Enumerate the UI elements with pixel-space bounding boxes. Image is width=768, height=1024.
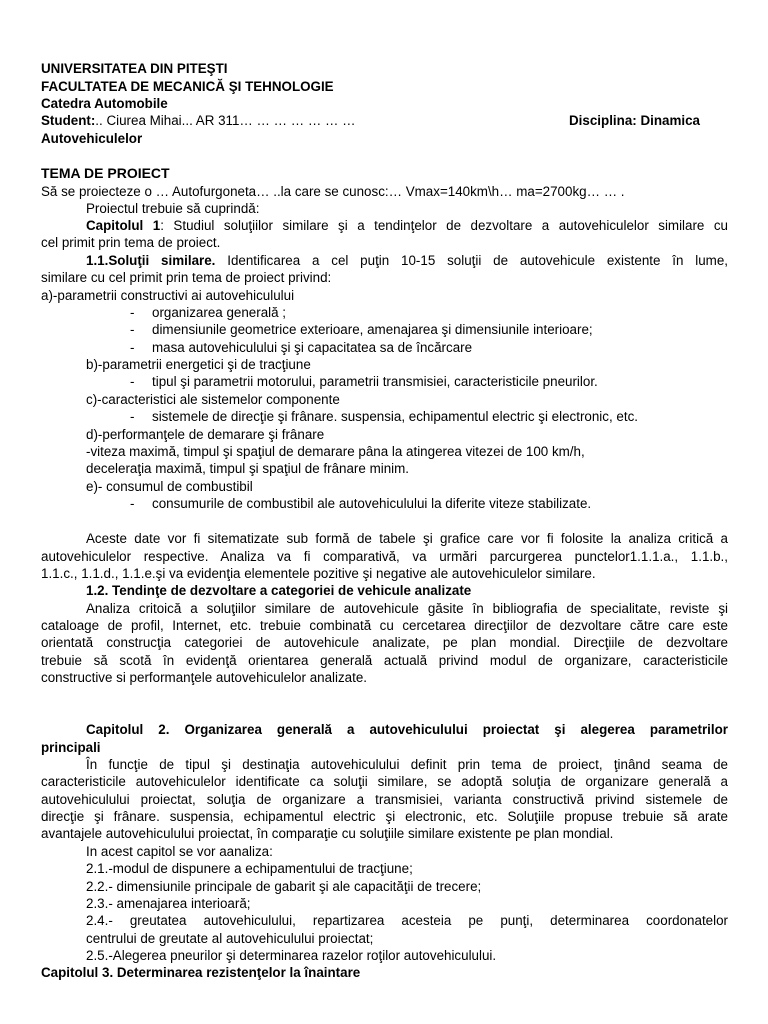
list-c-item: sistemele de direcţie şi frânare. suspensia, echipamentul electric şi electronic, etc. <box>152 409 639 424</box>
chapter2-title-line2: principali <box>41 740 101 755</box>
section-1-1-line1 <box>86 252 728 269</box>
faculty-name: FACULTATEA DE MECANICĂ ŞI TEHNOLOGIE <box>41 79 334 94</box>
list-b-item: tipul şi parametrii motorului, parametrii transmisiei, caracteristicile pneurilor. <box>152 374 598 389</box>
chapter2-intro: In acest capitol se vor aanaliza: <box>86 844 273 859</box>
chapter1-label: Capitolul 1 <box>86 218 161 233</box>
list-dash: - <box>130 409 135 424</box>
chapter2-para-line: autovehiculului proiectat, soluţia de organizare a transmisiei, varianta constructivă privind sistemele de <box>41 792 728 807</box>
list-a-title: a)-parametrii constructivi ai autovehiculului <box>41 288 295 303</box>
section-1-2-title: 1.2. Tendinţe de dezvoltare a categoriei de vehicule analizate <box>86 583 472 598</box>
list-dash: - <box>130 496 135 511</box>
list-dash: - <box>130 305 135 320</box>
chapter2-para-line: caracteristicile autovehiculelor identificate ca soluţii similare, se adoptă soluţia de organizare generală a <box>41 774 728 789</box>
student-label: Student: <box>41 113 96 128</box>
chapter2-item-2-4-line1: 2.4.- greutatea autovehiculului, repartizarea acesteia pe punţi, determinarea coordonatelor <box>86 913 728 928</box>
discipline-cont: Autovehiculelor <box>41 131 143 146</box>
chapter1-text1: : Studiul soluţiilor similare şi a tendinţelor de dezvoltare a autovehiculelor similare cu <box>160 218 729 233</box>
para2-line: cataloage de profil, Internet, etc. trebuie combinată cu cercetarea direcţiilor de dezvoltare către care este <box>41 618 728 633</box>
must-contain: Proiectul trebuie să cuprindă: <box>86 201 260 216</box>
chapter2-para-line: direcţie şi frânare. suspensia, echipamentul electric şi electronic, etc. Soluţiile propuse trebuie să arate <box>41 809 728 824</box>
list-d-line2: deceleraţia maximă, timpul şi spaţiul de frânare minim. <box>86 461 409 476</box>
list-d-line1: -viteza maximă, timpul şi spaţiul de demarare pâna la atingerea vitezei de 100 km/h, <box>86 444 585 459</box>
para1-line: Aceste date vor fi sitematizate sub formă de tabele şi grafice care vor fi folosite la analiza critică a <box>86 531 728 546</box>
chapter2-item-2-4-line2: centrului de greutate al autovehiculului proiectat; <box>86 931 374 946</box>
list-a-item: organizarea generală ; <box>152 305 286 320</box>
chapter1-text2: cel primit prin tema de proiect. <box>41 235 221 250</box>
chapter2-para-line: avantajele autovehiculului proiectat, în comparaţie cu soluţiile similare existente pe plan mondial. <box>41 826 614 841</box>
section-1-1-label: 1.1.Soluţii similare. <box>86 253 216 268</box>
chapter2-item: 2.5.-Alegerea pneurilor şi determinarea razelor roţilor autovehiculului. <box>86 948 497 963</box>
list-e-title: e)- consumul de combustibil <box>86 479 253 494</box>
list-dash: - <box>130 322 135 337</box>
para1-line: 1.1.c., 1.1.d., 1.1.e.şi va evidenţia elementele pozitive şi negative ale autovehiculelor similare. <box>41 566 596 581</box>
chapter2-item: 2.3.- amenajarea interioară; <box>86 896 251 911</box>
section-1-1-text1: Identificarea a cel puţin 10-15 soluţii de autovehicule existente în lume, <box>215 253 728 268</box>
department-name: Catedra Automobile <box>41 96 168 111</box>
university-name: UNIVERSITATEA DIN PITEŞTI <box>41 61 228 76</box>
chapter1-line1 <box>86 217 728 234</box>
para2-line: constructive si performanţele autovehiculelor analizate. <box>41 670 368 685</box>
list-c-title: c)-caracteristici ale sistemelor componente <box>86 392 340 407</box>
theme-intro: Să se proiecteze o … Autofurgoneta… ..la care se cunosc:… Vmax=140km\h… ma=2700kg… … . <box>41 184 625 199</box>
discipline-label: Disciplina: Dinamica <box>569 113 700 128</box>
student-line <box>41 112 728 129</box>
para2-line: trebuie să scotă în evidenţă orientarea generală actuală privind modul de organizare, caracteristicile <box>41 653 728 668</box>
student-value: .. Ciurea Mihai... AR 311… … … … … … … <box>95 113 356 128</box>
chapter2-item: 2.2.- dimensiunile principale de gabarit şi ale capacităţii de trecere; <box>86 879 482 894</box>
chapter2-title-line1: Capitolul 2. Organizarea generală a autovehiculului proiectat şi alegerea parametrilor <box>86 722 728 737</box>
list-a-item: dimensiunile geometrice exterioare, amenajarea şi dimensiunile interioare; <box>152 322 593 337</box>
list-a-item: masa autovehiculului şi şi capacitatea sa de încărcare <box>152 340 473 355</box>
theme-title: TEMA DE PROIECT <box>41 165 170 181</box>
chapter2-para-line: În funcţie de tipul şi destinaţia autovehiculului definit prin tema de proiect, ţinând seama de <box>86 757 728 772</box>
list-dash: - <box>130 374 135 389</box>
para1-line: autovehiculelor respective. Analiza va fi comparativă, va urmări parcurgerea punctelor1.1.1.a., 1.1.b., <box>41 549 728 564</box>
list-dash: - <box>130 340 135 355</box>
para2-line: orientată construcţia categoriei de autovehicule analizate, pe plan mondial. Direcţiile de dezvoltare <box>41 635 728 650</box>
list-e-item: consumurile de combustibil ale autovehiculului la diferite viteze stabilizate. <box>152 496 592 511</box>
para2-line: Analiza critoică a soluţiilor similare de autovehicule găsite în bibliografia de specialitate, reviste şi <box>86 601 728 616</box>
list-b-title: b)-parametrii energetici şi de tracţiune <box>86 357 311 372</box>
chapter3-title: Capitolul 3. Determinarea rezistenţelor la înaintare <box>41 965 361 980</box>
chapter2-item: 2.1.-modul de dispunere a echipamentului de tracţiune; <box>86 861 413 876</box>
section-1-1-text2: similare cu cel primit prin tema de proiect privind: <box>41 270 332 285</box>
list-d-title: d)-performanţele de demarare şi frânare <box>86 427 325 442</box>
